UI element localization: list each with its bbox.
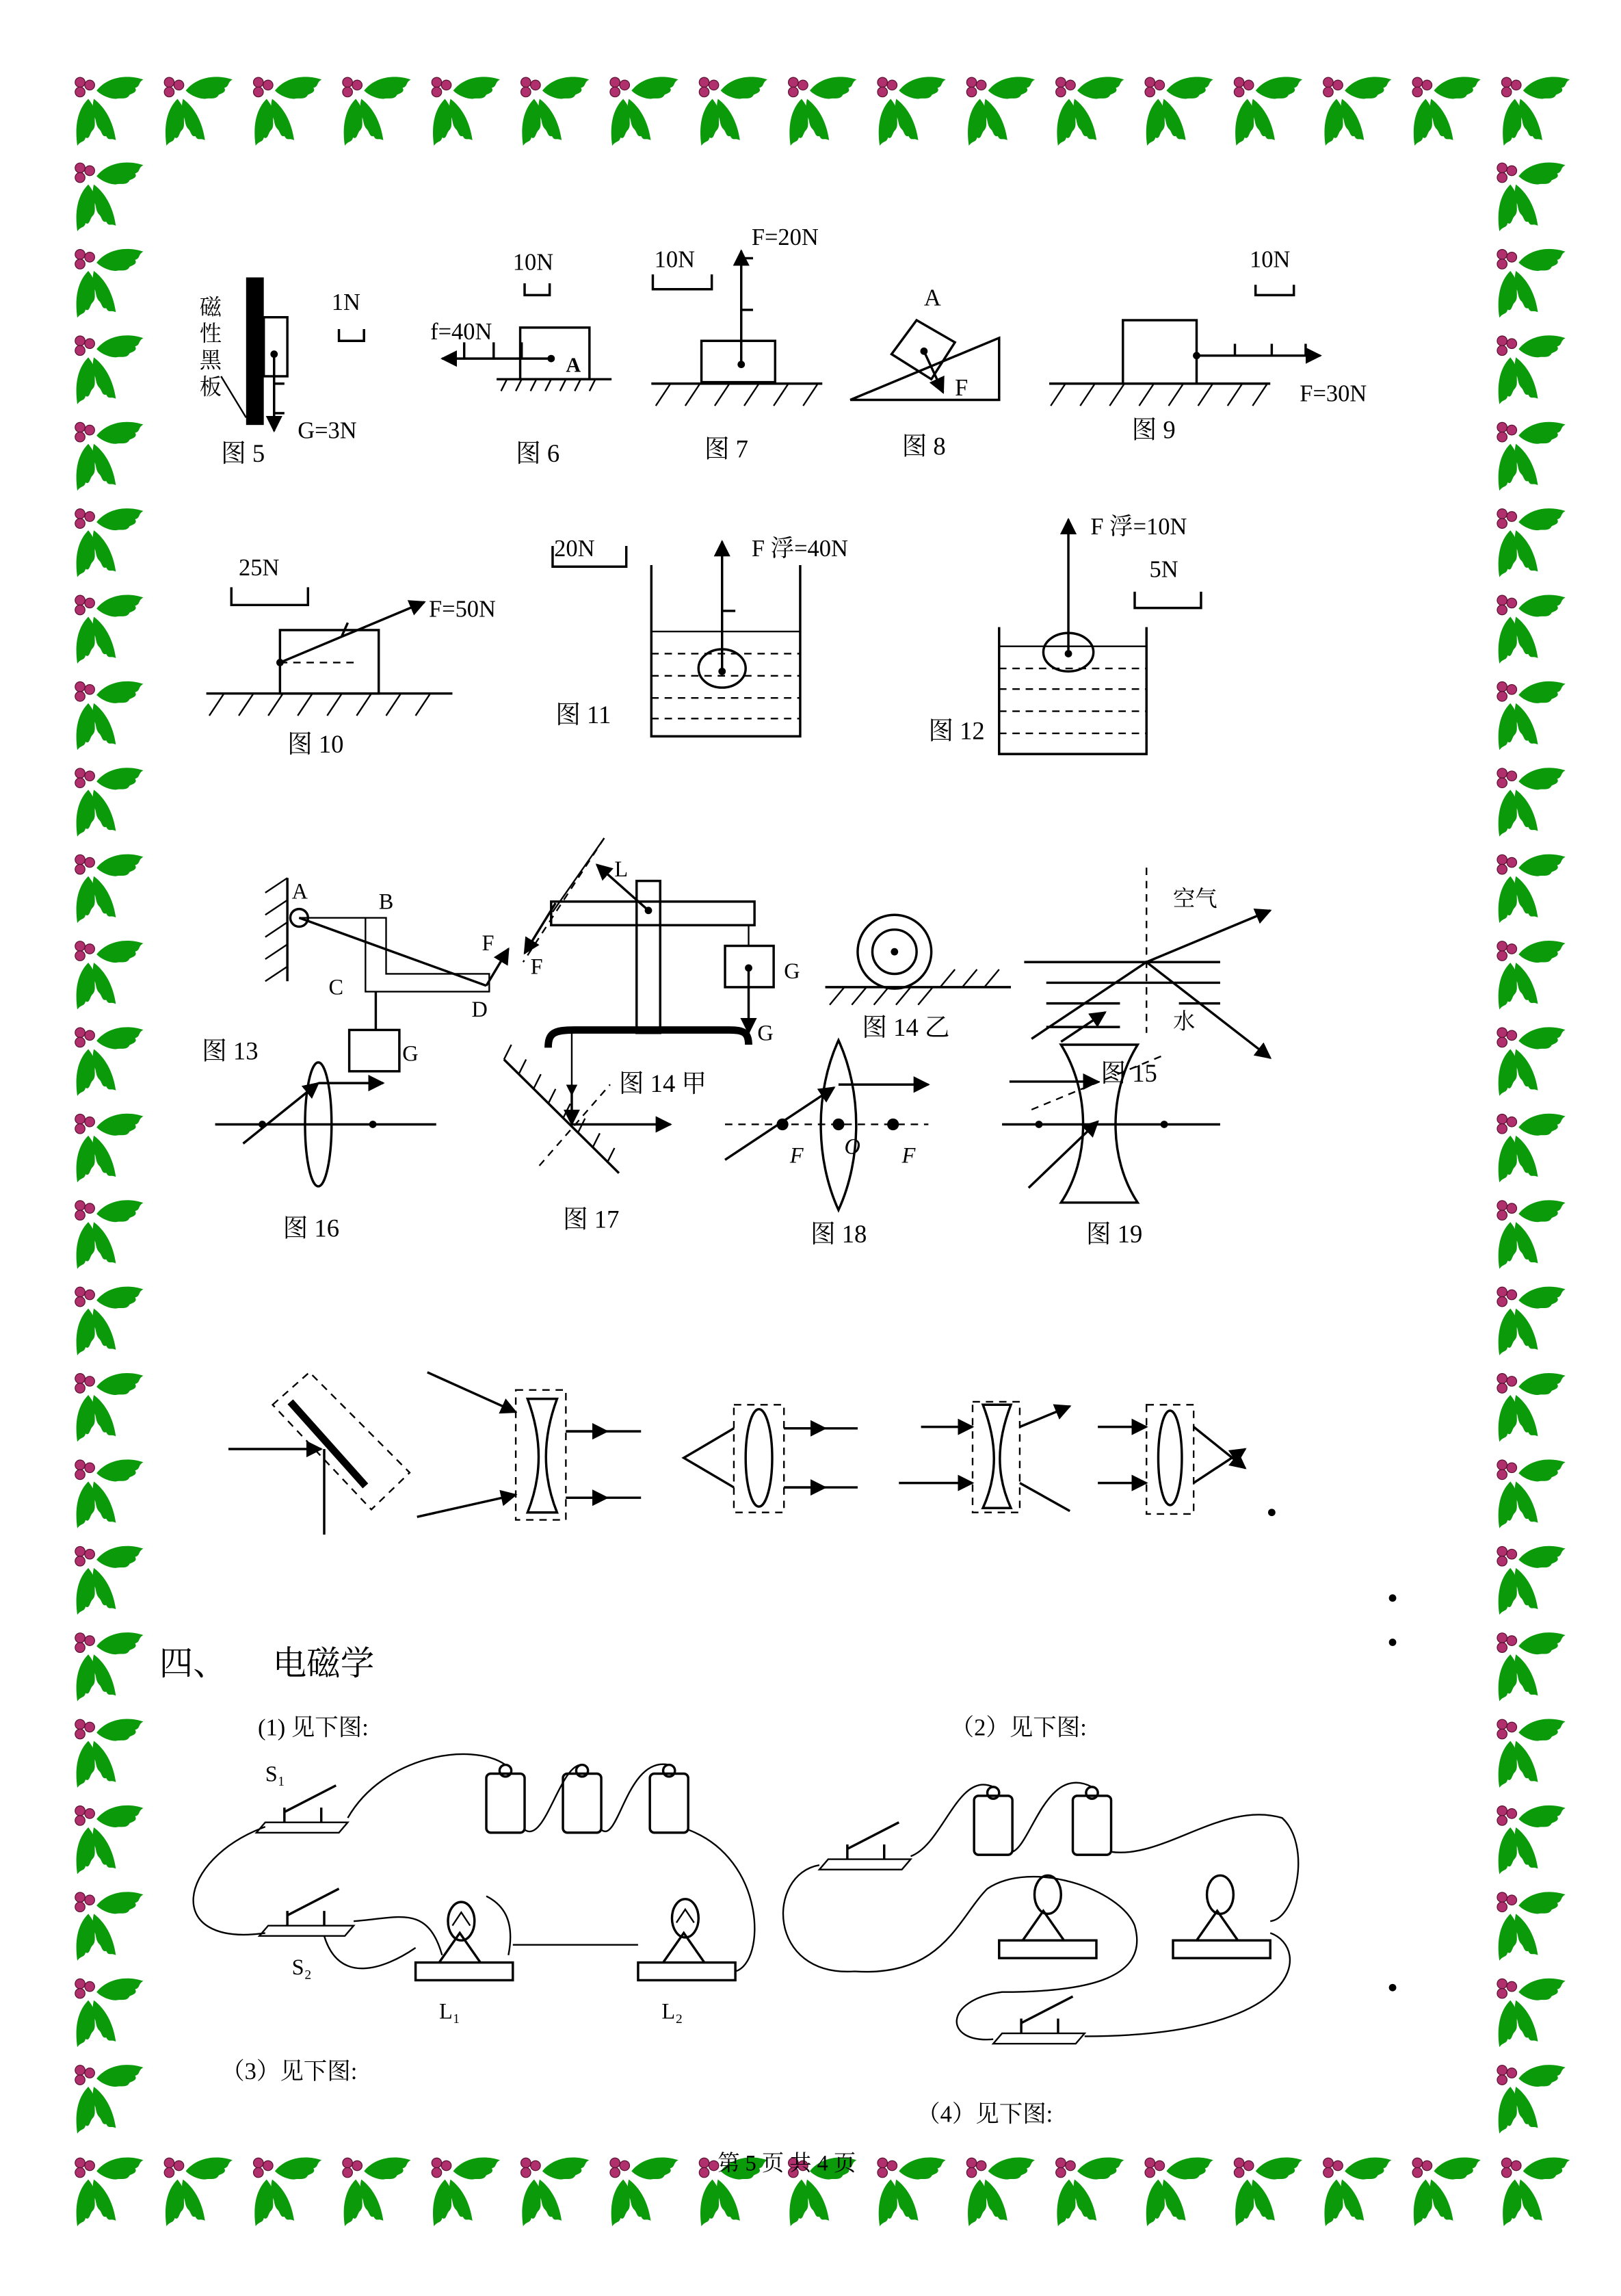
holly-icon xyxy=(789,77,857,146)
force-label: G=3N xyxy=(298,417,357,444)
holly-icon xyxy=(1497,163,1566,232)
figure-14b xyxy=(826,915,1011,1041)
caption: 图 6 xyxy=(516,439,560,468)
scale-label: 25N xyxy=(239,555,280,582)
scale-label: 10N xyxy=(1250,246,1291,273)
holly-icon xyxy=(75,681,144,751)
caption: 图 5 xyxy=(221,439,265,468)
figure-14a xyxy=(523,838,800,1097)
weight-g1: G xyxy=(784,958,800,983)
scale-label: 1N xyxy=(331,289,360,315)
switch-s2 xyxy=(259,1889,354,1936)
question-1-label: (1) 见下图: xyxy=(258,1714,369,1741)
arm-l: L xyxy=(614,857,629,882)
holly-icon xyxy=(75,595,144,664)
board-label: 磁性黑板 xyxy=(196,295,222,402)
holly-icon xyxy=(75,1892,144,1961)
switch-s1 xyxy=(256,1786,348,1833)
lamp-l2-label: L₂ xyxy=(661,1998,683,2024)
force-label: F=50N xyxy=(428,596,496,623)
holly-icon xyxy=(75,1546,144,1615)
holly-icon xyxy=(75,1200,144,1269)
figure-11 xyxy=(553,536,848,736)
figure-13 xyxy=(202,878,542,1071)
caption: 图 19 xyxy=(1085,1220,1143,1249)
holly-icon xyxy=(1056,77,1124,146)
caption: 图 9 xyxy=(1131,415,1176,444)
holly-icon xyxy=(1145,2158,1213,2227)
caption: 图 17 xyxy=(563,1205,620,1234)
caption: 图 15 xyxy=(1101,1058,1157,1087)
holly-icon xyxy=(75,1632,144,1701)
weight-g2: G xyxy=(757,1020,774,1045)
holly-icon xyxy=(75,1805,144,1875)
focus-left: F xyxy=(789,1143,804,1168)
weight-g: G xyxy=(402,1041,419,1066)
holly-icon xyxy=(254,77,322,146)
holly-icon xyxy=(1497,941,1566,1010)
holly-icon xyxy=(1497,1892,1566,1961)
holly-icon xyxy=(1497,1459,1566,1528)
holly-icon xyxy=(521,77,590,146)
holly-icon xyxy=(164,2158,233,2227)
force-f2: F xyxy=(530,954,543,979)
holly-icon xyxy=(1234,77,1302,146)
caption: 图 7 xyxy=(704,434,748,463)
scale-label: 20N xyxy=(554,536,595,562)
holly-icon xyxy=(1497,1200,1566,1269)
point-b: B xyxy=(378,889,394,914)
figure-18 xyxy=(725,1041,928,1248)
holly-icon xyxy=(521,2158,590,2227)
holly-icon xyxy=(164,77,233,146)
holly-icon xyxy=(75,768,144,837)
holly-icon xyxy=(432,77,500,146)
holly-icon xyxy=(343,77,411,146)
holly-icon xyxy=(432,2158,500,2227)
caption: 图 18 xyxy=(810,1220,867,1249)
holly-icon xyxy=(1497,1719,1566,1788)
holly-icon xyxy=(1412,2158,1481,2227)
holly-icon xyxy=(75,2065,144,2134)
point-a: A xyxy=(291,878,308,904)
circuit-2 xyxy=(783,1783,1298,2044)
holly-icon xyxy=(1497,1027,1566,1096)
holly-icon xyxy=(1497,1287,1566,1356)
holly-icon xyxy=(75,1027,144,1096)
holly-icon xyxy=(1497,1805,1566,1875)
air-label: 空气 xyxy=(1173,886,1217,911)
holly-icon xyxy=(1501,2158,1570,2227)
holly-icon xyxy=(1497,249,1566,318)
caption: 图 14 乙 xyxy=(862,1013,950,1042)
section-title: 电磁学 xyxy=(272,1644,375,1682)
caption: 图 10 xyxy=(287,729,344,758)
figure-6 xyxy=(430,250,611,467)
holly-icon xyxy=(75,941,144,1010)
circuit-1 xyxy=(194,1754,755,2024)
scale-label: 10N xyxy=(654,246,695,273)
point-d: D xyxy=(471,997,488,1022)
holly-icon xyxy=(1501,77,1570,146)
holly-icon xyxy=(75,1719,144,1788)
holly-icon xyxy=(75,1114,144,1183)
holly-icon xyxy=(75,1459,144,1528)
optics-answer-row xyxy=(228,1372,1246,1535)
lamp-l1 xyxy=(416,1902,513,1980)
lamp-l1-label: L₁ xyxy=(439,1998,461,2024)
holly-icon xyxy=(878,77,946,146)
question-4-label: （4）见下图: xyxy=(917,2101,1053,2128)
caption: 图 8 xyxy=(901,432,946,460)
scale-label: 10N xyxy=(512,249,554,276)
holly-icon xyxy=(610,2158,678,2227)
holly-icon xyxy=(1497,2065,1566,2134)
holly-icon xyxy=(75,508,144,577)
holly-icon xyxy=(1497,595,1566,664)
water-label: 水 xyxy=(1173,1008,1196,1034)
holly-icon xyxy=(254,2158,322,2227)
holly-icon xyxy=(1497,1114,1566,1183)
holly-icon xyxy=(1145,77,1213,146)
caption: 图 13 xyxy=(202,1036,259,1065)
figure-5 xyxy=(197,277,364,467)
force-label: F=30N xyxy=(1300,380,1367,407)
holly-icon xyxy=(1323,2158,1392,2227)
holly-icon xyxy=(1497,422,1566,491)
holly-icon xyxy=(75,1979,144,2048)
caption: 图 16 xyxy=(282,1214,340,1242)
figure-15 xyxy=(1024,867,1270,1087)
holly-icon xyxy=(966,2158,1035,2227)
holly-icon xyxy=(75,77,144,146)
holly-icon xyxy=(1497,855,1566,924)
holly-icon xyxy=(1497,508,1566,577)
optical-center: O xyxy=(844,1134,860,1159)
holly-icon xyxy=(75,855,144,924)
holly-icon xyxy=(1234,2158,1302,2227)
force-label: F=20N xyxy=(751,224,819,251)
caption: 图 12 xyxy=(928,716,985,745)
holly-icon xyxy=(1497,768,1566,837)
holly-icon xyxy=(75,1287,144,1356)
holly-icon xyxy=(699,77,767,146)
stray-dots xyxy=(1268,1509,1396,1991)
holly-icon xyxy=(1497,1373,1566,1442)
section-number: 四、 xyxy=(159,1644,227,1682)
focus-right: F xyxy=(901,1143,916,1168)
figure-12 xyxy=(928,514,1201,754)
force-label: F xyxy=(955,375,968,402)
figure-10 xyxy=(207,555,496,758)
switch-s2-label: S₂ xyxy=(291,1954,312,1979)
holly-icon xyxy=(1056,2158,1124,2227)
holly-icon xyxy=(75,422,144,491)
holly-icon xyxy=(1497,1632,1566,1701)
question-2-label: （2）见下图: xyxy=(950,1714,1087,1741)
batteries xyxy=(486,1765,688,1833)
lamp-l2 xyxy=(638,1899,735,1981)
question-3-label: （3）见下图: xyxy=(221,2058,358,2085)
caption: 图 14 甲 xyxy=(618,1069,707,1098)
holly-icon xyxy=(1497,1979,1566,2048)
figure-8 xyxy=(850,285,999,460)
holly-icon xyxy=(966,77,1035,146)
point-c: C xyxy=(328,974,344,1000)
holly-icon xyxy=(878,2158,946,2227)
figure-7 xyxy=(651,224,822,463)
caption: 图 11 xyxy=(555,700,611,729)
scale-label: 5N xyxy=(1149,556,1178,583)
figure-9 xyxy=(1049,246,1367,443)
point-a-label: A xyxy=(923,285,941,311)
holly-icon xyxy=(75,2158,144,2227)
holly-icon xyxy=(610,77,678,146)
holly-icon xyxy=(75,163,144,232)
block-label: A xyxy=(566,353,581,377)
holly-icon xyxy=(1497,1546,1566,1615)
switch-s1-label: S₁ xyxy=(265,1761,286,1786)
holly-icon xyxy=(75,1373,144,1442)
holly-icon xyxy=(343,2158,411,2227)
holly-icon xyxy=(1323,77,1392,146)
holly-icon xyxy=(1412,77,1481,146)
holly-icon xyxy=(75,249,144,318)
force-f1: F xyxy=(482,930,495,955)
page-footer: 第 5 页 共 4 页 xyxy=(717,2150,856,2176)
holly-icon xyxy=(75,335,144,404)
holly-icon xyxy=(1497,335,1566,404)
force-label: F 浮=10N xyxy=(1090,513,1187,540)
holly-icon xyxy=(1497,681,1566,751)
force-label: F 浮=40N xyxy=(751,536,848,562)
figure-16 xyxy=(215,1062,436,1242)
force-label: f=40N xyxy=(430,319,492,345)
